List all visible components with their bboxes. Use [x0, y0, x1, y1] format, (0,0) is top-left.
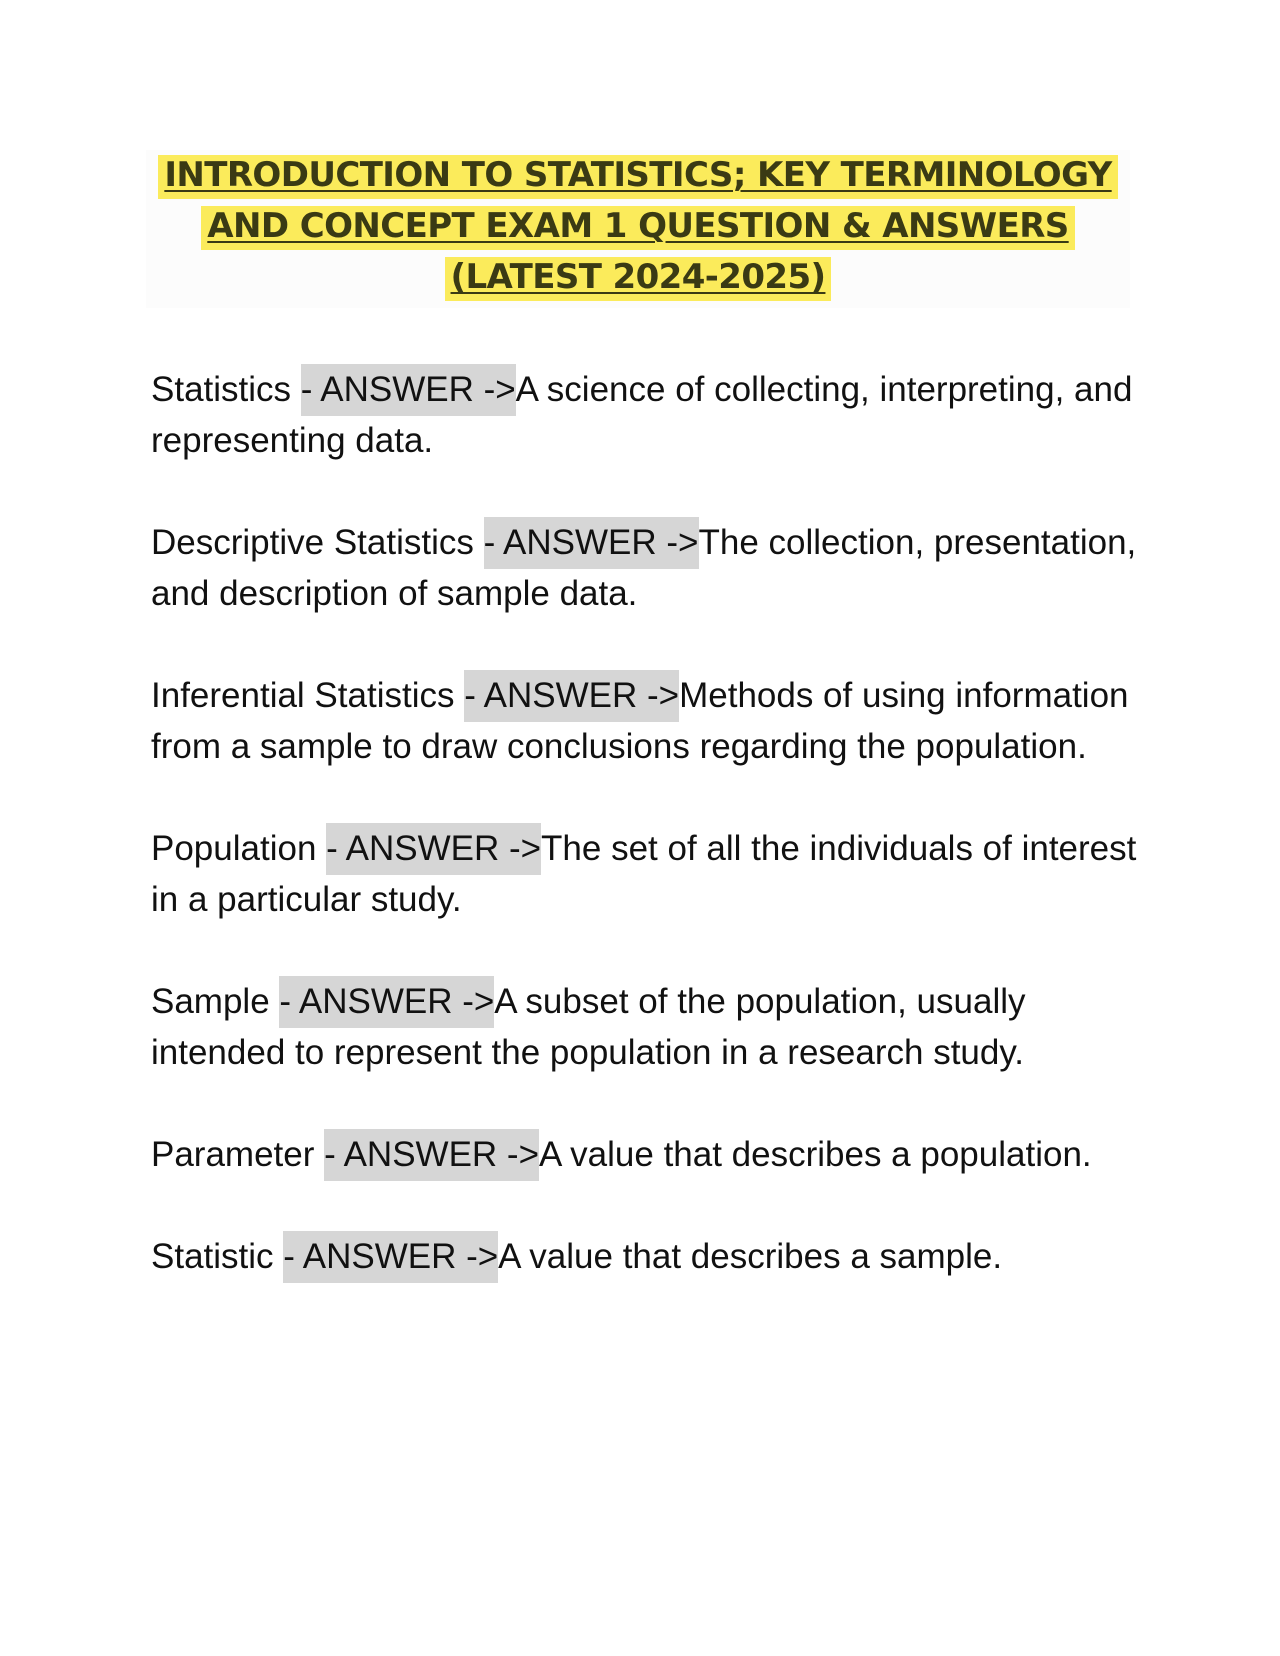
entry-definition: A science of collecting, interpreting, and representing data. — [151, 370, 1133, 460]
qa-entry-statistics — [151, 364, 1141, 466]
answer-marker: - ANSWER -> — [279, 976, 494, 1028]
title-line-text: INTRODUCTION TO STATISTICS; KEY TERMINOLOGY — [158, 155, 1117, 199]
answer-marker: - ANSWER -> — [283, 1231, 498, 1283]
title-line — [146, 252, 1130, 303]
qa-entry-parameter — [151, 1129, 1141, 1180]
title-line-text: (LATEST 2024-2025) — [445, 257, 832, 301]
entry-term: Statistics — [151, 370, 292, 409]
title-line — [146, 150, 1130, 201]
answer-marker: - ANSWER -> — [464, 670, 679, 722]
qa-entry-population — [151, 823, 1141, 925]
title-line — [146, 201, 1130, 252]
entry-term: Statistic — [151, 1237, 274, 1276]
answer-marker: - ANSWER -> — [324, 1129, 539, 1181]
entry-term: Descriptive Statistics — [151, 523, 474, 562]
entry-term: Parameter — [151, 1135, 315, 1174]
entry-definition: The collection, presentation, and description of sample data. — [151, 523, 1137, 613]
entry-term: Sample — [151, 982, 270, 1021]
entry-definition: A subset of the population, usually intended to represent the population in a research study. — [151, 982, 1026, 1072]
entry-term: Population — [151, 829, 317, 868]
qa-entry-statistic — [151, 1231, 1141, 1282]
answer-marker: - ANSWER -> — [484, 517, 699, 569]
entry-definition: A value that describes a population. — [539, 1135, 1092, 1174]
entry-term: Inferential Statistics — [151, 676, 455, 715]
entry-definition: A value that describes a sample. — [498, 1237, 1003, 1276]
document-title — [146, 150, 1130, 308]
answer-marker: - ANSWER -> — [326, 823, 541, 875]
qa-entry-sample — [151, 976, 1141, 1078]
answer-marker: - ANSWER -> — [301, 364, 516, 416]
qa-entry-descriptive-statistics — [151, 517, 1141, 619]
entry-definition: The set of all the individuals of interest in a particular study. — [151, 829, 1137, 919]
qa-entry-inferential-statistics — [151, 670, 1141, 772]
entry-definition: Methods of using information from a sample to draw conclusions regarding the population. — [151, 676, 1129, 766]
title-line-text: AND CONCEPT EXAM 1 QUESTION & ANSWERS — [201, 206, 1074, 250]
qa-list — [151, 364, 1141, 1333]
